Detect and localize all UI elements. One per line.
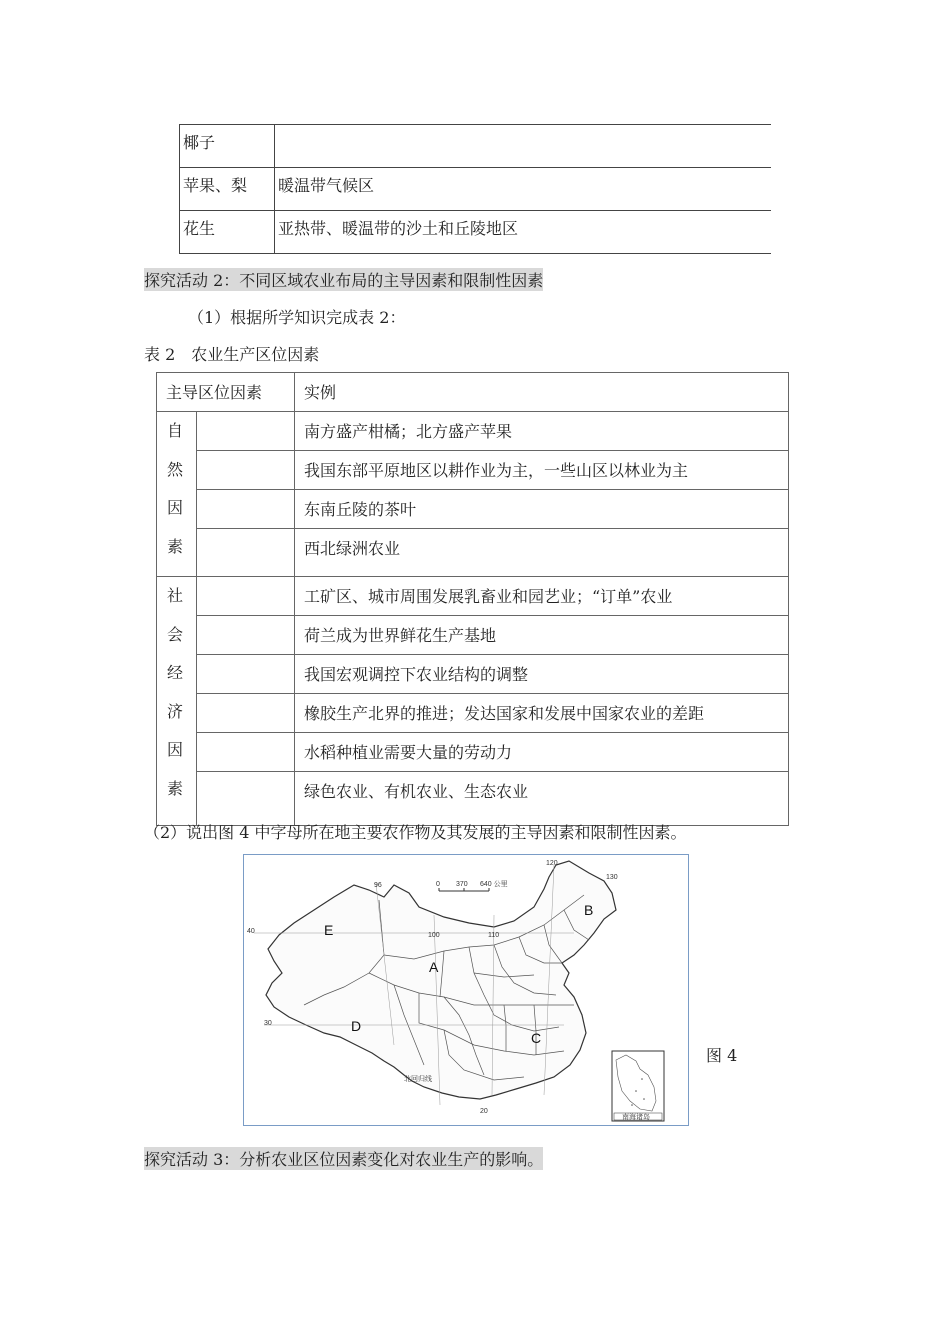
example-cell: 西北绿洲农业 (295, 529, 789, 577)
table-row (157, 616, 789, 655)
question-2: （2）说出图 4 中字母所在地主要农作物及其发展的主导因素和限制性因素。 (144, 823, 687, 842)
map-letter-b: B (584, 902, 594, 918)
header-example: 实例 (295, 373, 789, 412)
blank-cell (197, 772, 295, 826)
table-row (157, 577, 789, 616)
region-cell: 亚热带、暖温带的沙土和丘陵地区 (275, 211, 772, 254)
blank-cell (197, 694, 295, 733)
map-letter-e: E (324, 922, 334, 938)
table-row (157, 529, 789, 577)
table-row (180, 125, 772, 168)
example-cell: 东南丘陵的茶叶 (295, 490, 789, 529)
lon-label: 110 (488, 932, 500, 939)
scale-bar (436, 880, 508, 891)
lat-label: 30 (264, 1020, 272, 1027)
blank-cell (197, 451, 295, 490)
lat-label: 20 (480, 1108, 488, 1115)
tropic-label: 北回归线 (404, 1076, 432, 1083)
table-row (180, 168, 772, 211)
table-row (157, 694, 789, 733)
blank-cell (197, 412, 295, 451)
lon-label: 100 (428, 932, 440, 939)
example-cell: 水稻种植业需要大量的劳动力 (295, 733, 789, 772)
example-cell: 我国东部平原地区以耕作业为主，一些山区以林业为主 (295, 451, 789, 490)
activity3-heading: 探究活动 3：分析农业区位因素变化对农业生产的影响。 (144, 1147, 543, 1170)
south-china-sea-inset (612, 1051, 664, 1121)
table-row (157, 412, 789, 451)
header-factor: 主导区位因素 (157, 373, 295, 412)
table-header-row (157, 373, 789, 412)
lon-label: 130 (606, 874, 618, 881)
lon-label: 96 (374, 882, 382, 889)
lat-label: 40 (247, 928, 255, 935)
blank-cell (197, 529, 295, 577)
crop-cell: 椰子 (180, 125, 275, 168)
table-row (157, 772, 789, 826)
example-cell: 我国宏观调控下农业结构的调整 (295, 655, 789, 694)
table-row (157, 451, 789, 490)
region-cell (275, 125, 772, 168)
scale-label-0: 0 (436, 881, 440, 888)
crop-table (179, 124, 771, 254)
blank-cell (197, 490, 295, 529)
location-factor-table (156, 372, 789, 826)
crop-cell: 花生 (180, 211, 275, 254)
example-cell: 南方盛产柑橘；北方盛产苹果 (295, 412, 789, 451)
scale-label-370: 370 (456, 881, 468, 888)
scale-label-640: 640 公里 (480, 881, 508, 888)
question-1: （1）根据所学知识完成表 2： (188, 308, 406, 327)
example-cell: 橡胶生产北界的推进；发达国家和发展中国家农业的差距 (295, 694, 789, 733)
map-letter-a: A (429, 959, 439, 975)
table2-caption: 表 2 农业生产区位因素 (144, 345, 320, 364)
table-row (180, 211, 772, 254)
map-letter-d: D (351, 1018, 362, 1034)
crop-cell: 苹果、梨 (180, 168, 275, 211)
lon-label: 120 (546, 860, 558, 867)
country-outline (266, 861, 616, 1099)
china-map-figure (243, 854, 689, 1126)
table-row (157, 655, 789, 694)
blank-cell (197, 655, 295, 694)
region-cell: 暖温带气候区 (275, 168, 772, 211)
table-row (157, 733, 789, 772)
inset-label: 南海诸岛 (622, 1114, 650, 1121)
china-map (244, 855, 688, 1125)
example-cell: 荷兰成为世界鲜花生产基地 (295, 616, 789, 655)
social-factor-label: 社 会 经 济 因 素 (157, 577, 197, 826)
natural-factor-label: 自 然 因 素 (157, 412, 197, 577)
table-row (157, 490, 789, 529)
example-cell: 工矿区、城市周围发展乳畜业和园艺业；“订单”农业 (295, 577, 789, 616)
map-letter-c: C (531, 1030, 542, 1046)
activity2-heading: 探究活动 2：不同区域农业布局的主导因素和限制性因素 (144, 268, 543, 291)
figure-label: 图 4 (706, 1046, 738, 1065)
example-cell: 绿色农业、有机农业、生态农业 (295, 772, 789, 826)
blank-cell (197, 577, 295, 616)
blank-cell (197, 733, 295, 772)
blank-cell (197, 616, 295, 655)
